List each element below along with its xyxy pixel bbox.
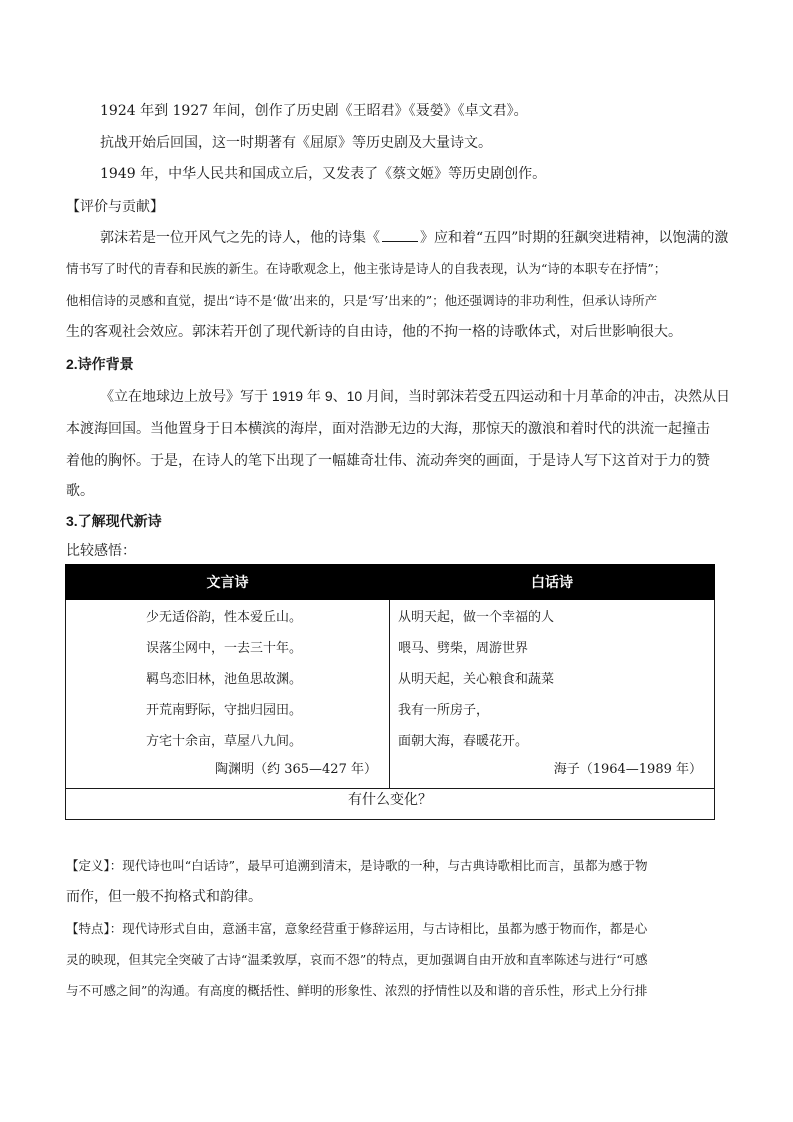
background-line-2: 本渡海回国。当他置身于日本横滨的海岸，面对浩渺无边的大海，那惊天的激浪和着时代的洪流一起撞击 <box>66 420 710 436</box>
table-row <box>66 600 715 789</box>
background-line-3: 着他的胸怀。于是，在诗人的笔下出现了一幅雄奇壮伟、流动奔突的画面，于是诗人写下这首对于力的赞 <box>66 452 710 468</box>
classical-line: 少无适俗韵，性本爱丘山。 <box>146 610 303 625</box>
eval-heading: 【评价与贡献】 <box>66 198 164 214</box>
eval-line-1-before: 郭沫若是一位开风气之先的诗人，他的诗集《 <box>100 230 380 246</box>
col-header-vernacular: 白话诗 <box>390 565 715 600</box>
vernacular-line: 面朝大海，春暖花开。 <box>398 734 529 749</box>
definition-line-1: 【定义】：现代诗也叫“白话诗”，最早可追溯到清末，是诗歌的一种，与古典诗歌相比而言，虽都为感于物 <box>66 858 648 873</box>
background-line-4: 歌。 <box>66 482 94 498</box>
col-header-classical: 文言诗 <box>66 565 390 600</box>
vernacular-line: 我有一所房子， <box>398 703 490 718</box>
features-line-1: 【特点】：现代诗形式自由，意涵丰富，意象经营重于修辞运用，与古诗相比，虽都为感于物而作，都是心 <box>66 921 648 936</box>
intro-line-3: 1949 年，中华人民共和国成立后，又发表了《蔡文姬》等历史剧创作。 <box>100 166 547 182</box>
vernacular-line: 喂马、劈柴，周游世界 <box>398 641 529 656</box>
classical-line: 方宅十余亩，草屋八九间。 <box>146 734 303 749</box>
eval-line-4: 生的客观社会效应。郭沫若开创了现代新诗的自由诗，他的不拘一格的诗歌体式，对后世影响很大。 <box>66 324 682 340</box>
comparison-table <box>65 564 715 820</box>
features-line-3: 与不可感之间”的沟通。有高度的概括性、鲜明的形象性、浓烈的抒情性以及和谐的音乐性，形式上分行排 <box>66 983 648 998</box>
classical-line: 羁鸟恋旧林，池鱼思故渊。 <box>146 672 303 687</box>
intro-line-1: 1924 年到 1927 年间，创作了历史剧《王昭君》《聂嫈》《卓文君》。 <box>100 103 528 119</box>
definition-line-2: 而作，但一般不拘格式和韵律。 <box>66 889 262 905</box>
compare-label: 比较感悟： <box>66 542 136 558</box>
vernacular-author: 海子（1964—1989 年） <box>553 762 702 777</box>
modern-poetry-heading: 3.了解现代新诗 <box>66 513 162 529</box>
table-header-row <box>66 565 715 600</box>
classical-line: 开荒南野际，守拙归园田。 <box>146 703 303 718</box>
eval-line-1-after: 》应和着“五四”时期的狂飙突进精神，以饱满的激 <box>420 230 729 246</box>
fill-in-blank[interactable] <box>382 227 418 242</box>
vernacular-poem-cell <box>390 600 715 789</box>
question-row <box>66 789 715 820</box>
background-heading: 2.诗作背景 <box>66 356 134 372</box>
vernacular-line: 从明天起，关心粮食和蔬菜 <box>398 672 555 687</box>
vernacular-line: 从明天起，做一个幸福的人 <box>398 610 555 625</box>
classical-line: 误落尘网中，一去三十年。 <box>146 641 303 656</box>
classical-author: 陶渊明（约 365—427 年） <box>215 762 377 777</box>
eval-line-1 <box>100 227 728 248</box>
classical-poem-cell <box>66 600 390 789</box>
features-line-2: 灵的映现，但其完全突破了古诗“温柔敦厚，哀而不怨”的特点，更加强调自由开放和直率陈述与进行“可感 <box>66 952 648 967</box>
intro-line-2: 抗战开始后回国，这一时期著有《屈原》等历史剧及大量诗文。 <box>100 135 492 151</box>
background-line-1: 《立在地球边上放号》写于 1919 年 9、10 月间，当时郭沫若受五四运动和十月革命的冲击，决然从日 <box>100 388 731 404</box>
question-cell: 有什么变化？ <box>66 789 715 820</box>
eval-line-2: 情书写了时代的青春和民族的新生。在诗歌观念上，他主张诗是诗人的自我表现，认为“诗的本职专在抒情”； <box>66 261 667 276</box>
eval-line-3: 他相信诗的灵感和直觉，提出“诗不是‘做’出来的，只是‘写’出来的”；他还强调诗的非功利性，但承认诗所产 <box>66 293 658 308</box>
